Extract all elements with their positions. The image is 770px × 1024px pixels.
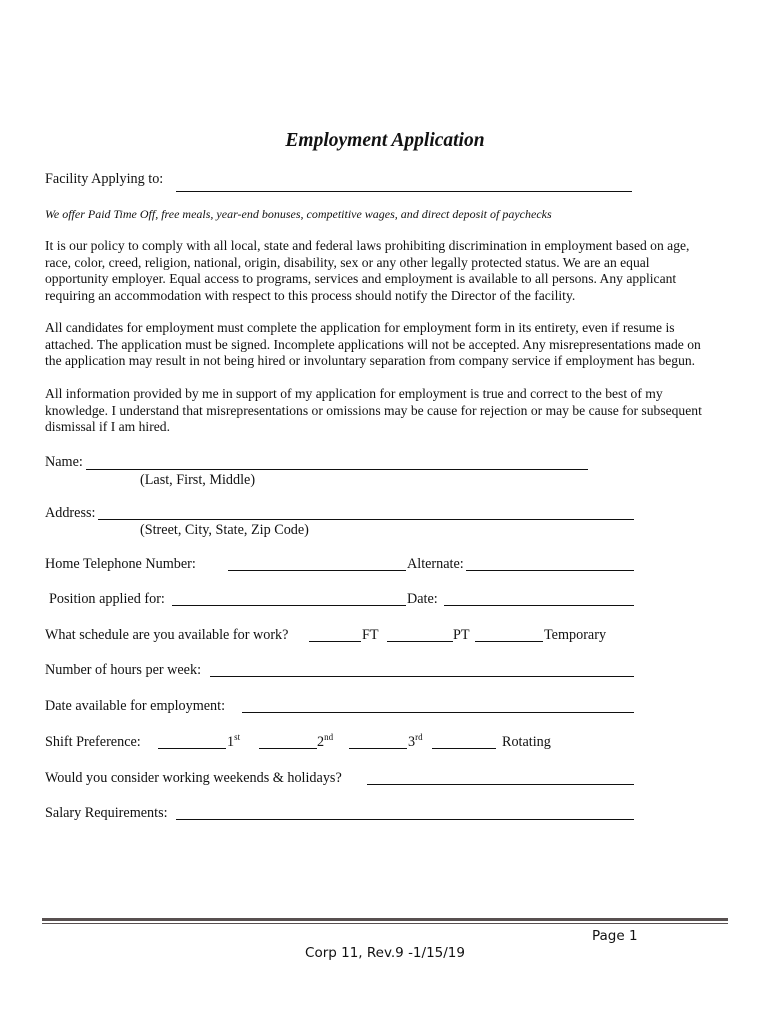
paragraph-line: knowledge. I understand that misrepresentations or omissions may be cause for rejection or may be cause for subsequent [45, 402, 702, 418]
requirements-paragraph [45, 320, 725, 370]
address-label: Address: [45, 505, 96, 521]
address-hint: (Street, City, State, Zip Code) [140, 522, 309, 538]
weekends-field[interactable] [367, 784, 634, 785]
shift-label: Shift Preference: [45, 734, 141, 750]
paragraph-line: dismissal if I am hired. [45, 419, 170, 435]
shift-rotating-label: Rotating [502, 734, 551, 750]
schedule-ft-field[interactable] [309, 641, 361, 642]
name-label: Name: [45, 454, 83, 470]
name-hint: (Last, First, Middle) [140, 472, 256, 488]
date-field[interactable] [444, 605, 634, 606]
date-available-label: Date available for employment: [45, 698, 226, 714]
hours-field[interactable] [210, 676, 634, 677]
shift-2nd-field[interactable] [259, 748, 317, 749]
page-title: Employment Application [285, 130, 485, 151]
paragraph-line: It is our policy to comply with all local, state and federal laws prohibiting discrimination in employment based on age, [45, 238, 690, 253]
shift-rotating-field[interactable] [432, 748, 496, 749]
home-phone-field[interactable] [228, 570, 406, 571]
revision-label: Corp 11, Rev.9 -1/15/19 [305, 945, 465, 961]
policy-paragraph [45, 238, 725, 304]
facility-field[interactable] [176, 191, 632, 192]
home-phone-label: Home Telephone Number: [45, 556, 196, 572]
paragraph-line: the application may result in not being hired or involuntary separation from company service if employment has begun. [45, 353, 696, 369]
position-label: Position applied for: [49, 591, 165, 607]
facility-label: Facility Applying to: [45, 171, 164, 187]
date-available-field[interactable] [242, 712, 634, 713]
shift-2nd-label: 2nd [317, 732, 334, 750]
shift-3rd-label: 3rd [408, 732, 423, 750]
footer-divider-thick [42, 918, 728, 921]
date-label: Date: [407, 591, 438, 607]
paragraph-line: All information provided by me in support of my application for employment is true and correct to the best of my [45, 386, 663, 401]
alternate-label: Alternate: [407, 556, 464, 572]
certification-paragraph [45, 386, 725, 436]
schedule-pt-label: PT [453, 627, 470, 643]
footer-divider-thin [42, 923, 728, 924]
name-field[interactable] [86, 469, 588, 470]
schedule-ft-label: FT [362, 627, 379, 643]
paragraph-line: All candidates for employment must complete the application for employment form in its entirety, even if resume is [45, 320, 675, 335]
schedule-label: What schedule are you available for work? [45, 627, 289, 643]
shift-1st-label: 1st [227, 732, 241, 750]
benefits-note: We offer Paid Time Off, free meals, year-end bonuses, competitive wages, and direct deposit of paychecks [45, 207, 552, 221]
paragraph-line: race, color, creed, religion, national, origin, disability, sex or any other legally protected status. We are an equal [45, 254, 650, 270]
paragraph-line: opportunity employer. Equal access to programs, services and employment is available to all persons. Any applicant [45, 271, 677, 287]
salary-field[interactable] [176, 819, 634, 820]
schedule-temporary-label: Temporary [544, 627, 607, 643]
weekends-label: Would you consider working weekends & holidays? [45, 770, 342, 786]
schedule-temporary-field[interactable] [475, 641, 543, 642]
schedule-pt-field[interactable] [387, 641, 453, 642]
hours-label: Number of hours per week: [45, 662, 202, 678]
shift-1st-field[interactable] [158, 748, 226, 749]
paragraph-line: requiring an accommodation with respect to this process should notify the Director of the facility. [45, 287, 576, 303]
alternate-phone-field[interactable] [466, 570, 634, 571]
position-field[interactable] [172, 605, 406, 606]
paragraph-line: attached. The application must be signed. Incomplete applications will not be accepted. Any misrepresentations made on [45, 336, 701, 352]
address-field[interactable] [98, 519, 634, 520]
page-number: Page 1 [592, 928, 638, 944]
salary-label: Salary Requirements: [45, 805, 168, 821]
shift-3rd-field[interactable] [349, 748, 407, 749]
